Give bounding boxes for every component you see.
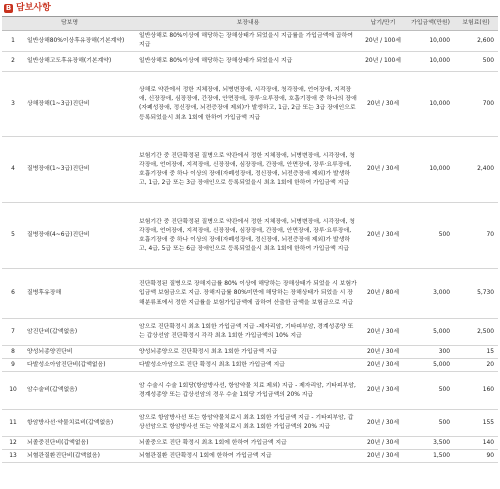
row-premium: 20	[454, 359, 498, 372]
table-row	[2, 372, 498, 410]
row-term: 20년 / 100세	[359, 52, 407, 72]
table-row	[2, 437, 498, 450]
row-coverage-detail: 다발성소아암으로 진단 확정시 최초 1회한 가입금액 지급	[137, 359, 359, 372]
row-number: 13	[2, 450, 24, 463]
row-coverage-detail: 뇌혈관질환 진단확정시 1회에 한하여 가입금액 지급	[137, 450, 359, 463]
row-coverage-detail: 암으로 항암방사선 또는 항암약물치료시 최초 1회한 가입금액 지급 - 기타피부암, 갑상선암으로 항암방사선 또는 약물치료시 최초 1회한 가입금액의 20% 지급	[137, 410, 359, 437]
table-row	[2, 31, 498, 52]
row-amount: 500	[407, 410, 454, 437]
row-amount: 5,000	[407, 359, 454, 372]
header-term: 납기/만기	[359, 17, 407, 31]
header-premium: 보험료(원)	[454, 17, 498, 31]
row-coverage-detail: 양성뇌종양으로 진단확정시 최초 1회한 가입금액 지급	[137, 346, 359, 359]
row-premium: 2,600	[454, 31, 498, 52]
row-coverage-detail: 암으로 진단확정시 최초 1회한 가입금액 지급 -제자리암, 기타피부암, 경계성종양 또는 갑상선암 진단확정시 각각 최초 1회한 가입금액의 10% 지급	[137, 319, 359, 346]
row-number: 11	[2, 410, 24, 437]
row-amount: 10,000	[407, 72, 454, 137]
row-amount: 300	[407, 346, 454, 359]
table-row	[2, 203, 498, 269]
row-amount: 3,500	[407, 437, 454, 450]
row-amount: 500	[407, 372, 454, 410]
row-term: 20년 / 80세	[359, 269, 407, 319]
row-amount: 3,000	[407, 269, 454, 319]
header-coverage-detail: 보장내용	[137, 17, 359, 31]
row-premium: 140	[454, 437, 498, 450]
row-coverage-name: 일반상해80%이상후유장해(기본계약)	[24, 31, 137, 52]
row-coverage-detail: 보험기간 중 진단확정된 질병으로 약관에서 정한 지체장애, 뇌병변장애, 시각장애, 청각장애, 언어장애, 지적장애, 신장장애, 심장장애, 간장애, 안면장애, 장루·요루장애, 호흡기장애 중 하나 이상의 장애(자폐성장애, 정신장애, 뇌전증장애 제외)가 발생하고, 4급, 5급 또는 6급 장애인으로 등록되었을시 최초 1회에 한하여 가입금액 지급	[137, 203, 359, 269]
row-number: 4	[2, 137, 24, 203]
row-term: 20년 / 30세	[359, 203, 407, 269]
table-row	[2, 410, 498, 437]
row-coverage-detail: 상해로 약관에서 정한 지체장애, 뇌병변장애, 시각장애, 청각장애, 언어장애, 지적장애, 신장장애, 심장장애, 간장애, 안면장애, 장루·요루장애, 호흡기장애 중 하나의 장애(자폐성장애, 정신장애, 뇌전증장애 제외)가 발생하고, 1급, 2급 또는 3급 장애인으로 등록되었을시 최초 1회에 한하여 가입금액 지급	[137, 72, 359, 137]
table-row	[2, 359, 498, 372]
row-number: 7	[2, 319, 24, 346]
row-term: 20년 / 30세	[359, 410, 407, 437]
row-term: 20년 / 30세	[359, 72, 407, 137]
row-number: 6	[2, 269, 24, 319]
row-amount: 10,000	[407, 52, 454, 72]
row-coverage-name: 상해장해(1~3급)진단비	[24, 72, 137, 137]
row-premium: 155	[454, 410, 498, 437]
row-term: 20년 / 30세	[359, 437, 407, 450]
row-amount: 10,000	[407, 137, 454, 203]
row-premium: 160	[454, 372, 498, 410]
row-premium: 5,730	[454, 269, 498, 319]
row-number: 5	[2, 203, 24, 269]
row-number: 8	[2, 346, 24, 359]
row-number: 9	[2, 359, 24, 372]
row-number: 12	[2, 437, 24, 450]
row-premium: 500	[454, 52, 498, 72]
row-coverage-name: 암진단비(갑액없음)	[24, 319, 137, 346]
coverage-table	[2, 16, 498, 463]
row-premium: 700	[454, 72, 498, 137]
row-coverage-detail: 암 수술시 수술 1회당(항암방사선, 항암약물 치료 제외) 지급 - 제자리암, 기타피부암, 경계성종양 또는 갑상선암의 경우 수술 1회당 가입금액의 20% 지급	[137, 372, 359, 410]
table-row	[2, 52, 498, 72]
row-number: 1	[2, 31, 24, 52]
row-coverage-name: 뇌졸중진단비(갑액없음)	[24, 437, 137, 450]
row-coverage-detail: 뇌졸중으로 진단 확정시 최초 1회에 한하여 가입금액 지급	[137, 437, 359, 450]
row-premium: 2,400	[454, 137, 498, 203]
row-coverage-name: 양성뇌종양진단비	[24, 346, 137, 359]
section-title: 담보사항	[16, 3, 51, 13]
table-header-row	[2, 17, 498, 31]
table-row	[2, 450, 498, 463]
row-amount: 1,500	[407, 450, 454, 463]
row-coverage-name: 질병후유장해	[24, 269, 137, 319]
row-term: 20년 / 30세	[359, 319, 407, 346]
row-amount: 5,000	[407, 319, 454, 346]
row-coverage-name: 암수술비(갑액없음)	[24, 372, 137, 410]
row-number: 3	[2, 72, 24, 137]
row-term: 20년 / 30세	[359, 137, 407, 203]
row-coverage-detail: 진단확정된 질병으로 장해지급률 80% 이상에 해당하는 장해상태가 되었을 시 보험가입금액 보험금으로 지급. 장해지급률 80%미만에 해당하는 장해상태가 되었을 시 장해분류표에서 정한 지급률을 보험가입금액에 곱하여 산출한 금액을 보험금으로 지급	[137, 269, 359, 319]
section-badge-icon: B	[5, 4, 12, 12]
header-coverage-name: 담보명	[2, 17, 137, 31]
table-row	[2, 269, 498, 319]
row-term: 20년 / 100세	[359, 31, 407, 52]
row-coverage-name: 다발성소아암진단비(갑액없음)	[24, 359, 137, 372]
row-premium: 2,500	[454, 319, 498, 346]
row-term: 20년 / 30세	[359, 450, 407, 463]
row-number: 10	[2, 372, 24, 410]
row-coverage-detail: 보험기간 중 진단확정된 질병으로 약관에서 정한 지체장애, 뇌병변장애, 시각장애, 청각장애, 언어장애, 지적장애, 신장장애, 심장장애, 간장애, 안면장애, 장루·요루장애, 호흡기장애 중 하나 이상의 장애(자폐성장애, 정신장애, 뇌전증장애 제외)가 발생하고, 1급, 2급 또는 3급 장애인으로 등록되었을시 최초 1회에 한하여 가입금액 지급	[137, 137, 359, 203]
row-amount: 10,000	[407, 31, 454, 52]
row-coverage-name: 항암방사선·약물치료비(갑액없음)	[24, 410, 137, 437]
row-term: 20년 / 30세	[359, 372, 407, 410]
table-row	[2, 137, 498, 203]
row-term: 20년 / 30세	[359, 346, 407, 359]
row-coverage-name: 일반상해고도후유장해(기본계약)	[24, 52, 137, 72]
row-coverage-detail: 일반상해로 80%이상에 해당하는 장해상태가 되었을시 지급	[137, 52, 359, 72]
row-coverage-name: 질병장애(4~6급)진단비	[24, 203, 137, 269]
row-premium: 15	[454, 346, 498, 359]
header-amount: 가입금액(만원)	[407, 17, 454, 31]
row-premium: 90	[454, 450, 498, 463]
row-coverage-name: 뇌혈관질환진단비(갑액없음)	[24, 450, 137, 463]
row-term: 20년 / 30세	[359, 359, 407, 372]
row-amount: 500	[407, 203, 454, 269]
table-row	[2, 72, 498, 137]
row-coverage-name: 질병장애(1~3급)진단비	[24, 137, 137, 203]
section-header	[4, 3, 51, 14]
table-row	[2, 319, 498, 346]
row-coverage-detail: 일반상해로 80%이상에 해당하는 장해상태가 되었을시 지급률을 가입금액에 곱하여 지급	[137, 31, 359, 52]
table-row	[2, 346, 498, 359]
row-number: 2	[2, 52, 24, 72]
row-premium: 70	[454, 203, 498, 269]
